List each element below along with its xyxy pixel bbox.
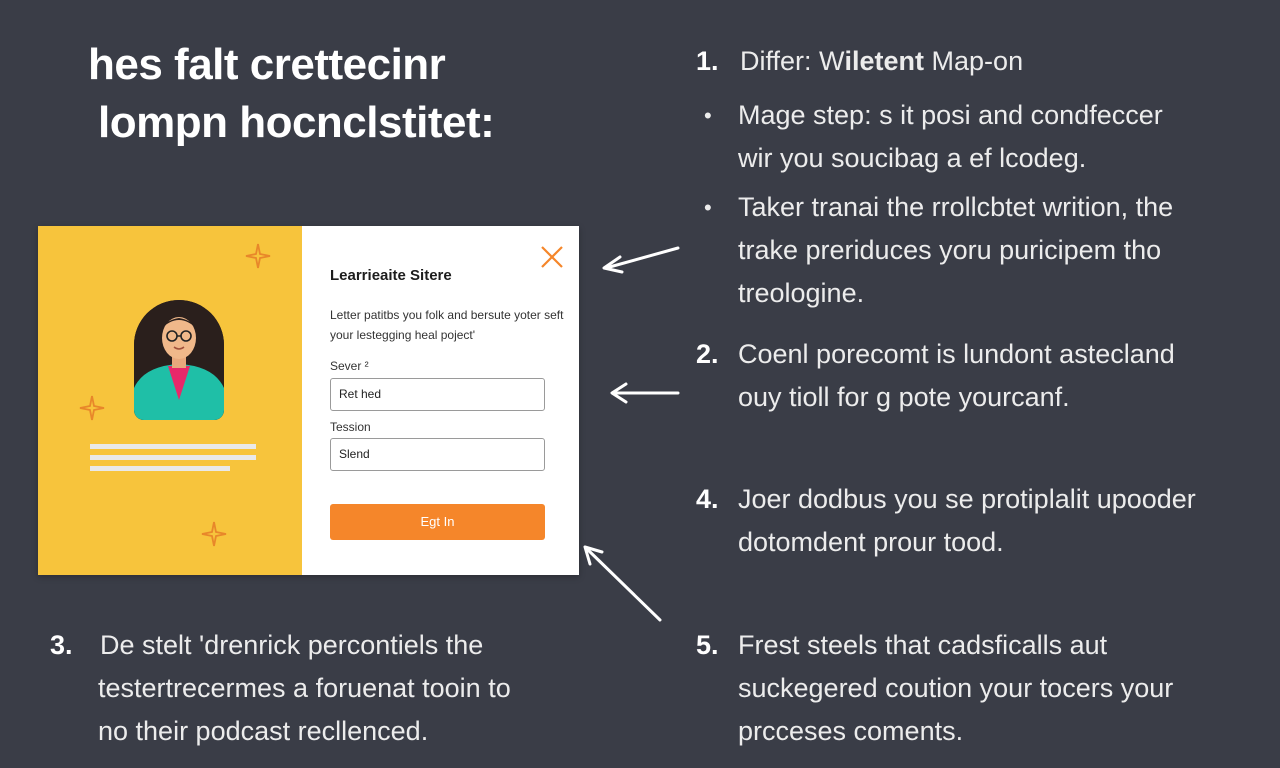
arrow-icon xyxy=(604,248,678,272)
arrow-icon xyxy=(585,547,660,620)
step-line: testertrecermes a foruenat tooin to xyxy=(98,673,511,703)
field-1-label: Sever ² xyxy=(330,359,369,373)
step-line: Joer dodbus you se protiplalit upooder xyxy=(738,484,1196,514)
form-panel xyxy=(302,226,579,575)
bullet-line: Taker tranai the rrollcbtet writion, the xyxy=(738,192,1174,222)
step-1-title-c: Map-on xyxy=(924,46,1024,76)
step-1-number: 1. xyxy=(696,46,719,76)
sparkle-icon xyxy=(244,242,272,270)
step-line: prcceses coments. xyxy=(738,716,964,746)
close-x-icon[interactable] xyxy=(539,244,565,270)
placeholder-line xyxy=(90,466,230,471)
avatar xyxy=(134,300,224,420)
bullet-line: trake preriduces yoru puricipem tho xyxy=(738,235,1162,265)
illustration-panel xyxy=(38,226,302,575)
bullet-line: Mage step: s it posi and condfeccer xyxy=(738,100,1163,130)
modal-description: Letter patitbs you folk and bersute yoter seft your lestegging heal poject' xyxy=(330,308,564,342)
step-5-number: 5. xyxy=(696,630,719,660)
step-1-title-a: Differ: W xyxy=(740,46,845,76)
person-illustration-icon xyxy=(134,300,224,420)
step-line: suckegered coution your tocers your xyxy=(738,673,1174,703)
step-4-number: 4. xyxy=(696,484,719,514)
headline-line-1: hes falt crettecinr xyxy=(88,40,446,89)
submit-button[interactable]: Egt In xyxy=(330,504,545,540)
bullet-line: wir you soucibag a ef lcodeg. xyxy=(738,143,1087,173)
sparkle-icon xyxy=(78,394,106,422)
placeholder-line xyxy=(90,444,256,449)
step-1-title xyxy=(740,40,1023,83)
placeholder-text-lines xyxy=(90,444,256,477)
bullet-dot-icon: • xyxy=(704,195,712,220)
headline-line-2: lompn hocnclstitet: xyxy=(98,98,495,147)
sparkle-icon xyxy=(200,520,228,548)
step-2-number: 2. xyxy=(696,339,719,369)
modal-title: Learrieaite Sitere xyxy=(330,267,452,284)
step-line: Coenl porecomt is lundont astecland xyxy=(738,339,1175,369)
step-1-title-b: iletent xyxy=(844,46,925,76)
step-line: Frest steels that cadsficalls aut xyxy=(738,630,1108,660)
bullet-dot-icon: • xyxy=(704,103,712,128)
headline xyxy=(88,36,608,152)
placeholder-line xyxy=(90,455,256,460)
field-2-label: Tession xyxy=(330,420,371,434)
arrow-icon xyxy=(612,384,678,402)
step-line: dotomdent prour tood. xyxy=(738,527,1004,557)
step-line: no their podcast recllenced. xyxy=(98,716,429,746)
login-modal-mockup xyxy=(38,226,579,575)
field-2-input[interactable]: Slend xyxy=(330,438,545,471)
field-1-input[interactable]: Ret hed xyxy=(330,378,545,411)
step-line: ouy tioll for g pote yourcanf. xyxy=(738,382,1070,412)
step-3-number: 3. xyxy=(50,630,73,660)
bullet-line: treologine. xyxy=(738,278,865,308)
step-line: De stelt 'drenrick percontiels the xyxy=(100,630,484,660)
